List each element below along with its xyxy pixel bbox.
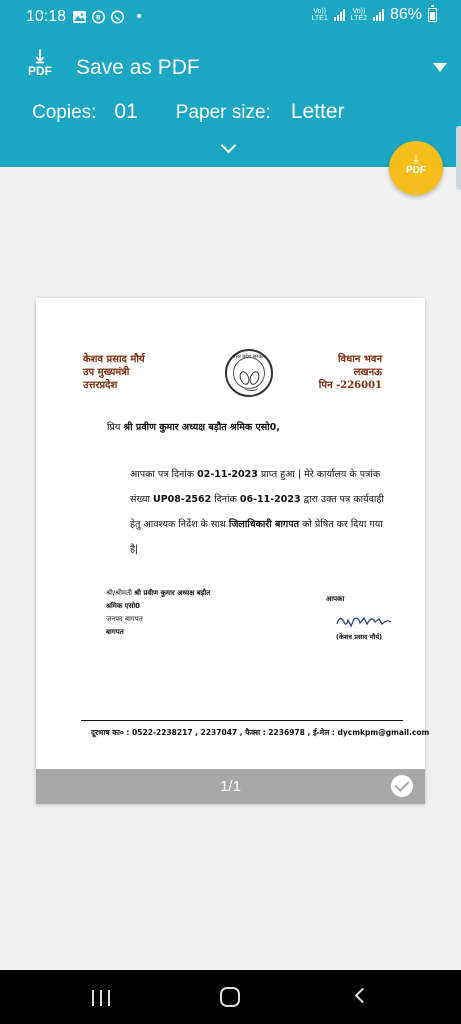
recipient-prefix: श्री/श्रीमती [106,589,135,597]
body-text: आपका पत्र दिनांक [130,469,198,480]
status-bar [0,0,461,34]
gallery-icon [72,10,87,24]
place-pin: पिन -226001 [318,380,382,391]
print-header [0,34,461,167]
battery-icon [428,8,437,22]
fab-label: PDF [406,165,426,176]
letter-body [130,462,390,562]
signature-image [334,610,394,632]
whatsapp-icon [110,10,125,24]
salutation [107,420,280,433]
notification-icons [72,9,143,25]
paper-size-value[interactable]: Letter [290,100,345,123]
sender-name: केशव प्रसाद मौर्य [83,354,145,365]
volte-sim1-indicator: Vo)) LTE1 [311,8,328,22]
print-options-summary [32,100,345,124]
signatory-name: (केशव प्रसाद मौर्य) [336,633,383,641]
recent-apps-icon[interactable] [92,990,110,1006]
emblem-bow-icon [244,385,258,391]
sender-state: उत्तरप्रदेश [83,380,118,391]
recipient-name-2: श्रमिक एसो0 [106,602,141,610]
copies-label: Copies: [32,102,97,123]
page-indicator: 1/1 [220,778,241,795]
page-preview[interactable] [36,298,430,804]
salutation-name: श्री प्रवीण कुमार अध्यक्ष बड़ौत श्रमिक एसो0, [123,422,280,433]
sender-designation: उप मुख्यमंत्री [83,367,130,378]
download-pdf-button[interactable] [389,141,443,195]
body-officer: जिलाधिकारी बागपत [228,519,300,530]
svg-text:B: B [96,14,101,22]
body-text: को प्रेषित कर दिया गया है| [130,519,383,555]
page-selected-check-icon[interactable] [391,775,413,797]
body-text: द्वारा उक्त पत्र कार्यवाही हेतु आवश्यक निर्देश के साथ [130,494,384,530]
recipient-block [106,587,210,639]
place-block [319,353,382,392]
expand-options-chevron-icon[interactable] [221,138,237,154]
salutation-prefix: प्रिय [107,422,121,433]
state-emblem-logo [225,349,273,397]
recipient-name: श्री प्रवीण कुमार अध्यक्ष बड़ौत [134,589,211,597]
place-building: विधान भवन [337,354,382,365]
emblem-text: उत्तर प्रदेश सरकार [232,354,266,360]
back-icon[interactable] [355,988,371,1004]
signal-sim1-icon [334,9,345,21]
status-more-dot: • [135,9,144,25]
copies-value[interactable]: 01 [114,100,138,123]
battery-percent: 86% [389,6,422,23]
emblem-fish-icon [248,370,261,386]
place-city: लखनऊ [353,367,382,378]
page-bar [36,769,425,804]
body-date: 02-11-2023 [197,469,258,480]
status-time: 10:18 [26,8,67,25]
closing-text: आपका [326,595,345,603]
volte-sim2-indicator: Vo)) LTE2 [350,8,367,22]
emblem-inner-ring [233,357,265,389]
signal-sim2-icon [373,9,384,21]
pdf-badge-label: PDF [28,64,52,78]
pdf-download-icon: ⤓ PDF [24,48,56,78]
body-reference: UP08-2562 [152,494,212,505]
status-right [312,6,437,24]
recipient-district: बागपत [106,628,124,636]
body-date: 06-11-2023 [239,494,301,505]
printer-dropdown-icon[interactable] [433,63,447,72]
edge-panel-handle[interactable] [456,126,461,190]
footer-divider [81,720,403,721]
download-arrow-icon: ⤓ [413,151,419,166]
home-icon[interactable] [220,987,240,1007]
recipient-district-label: जनपद बागपत [106,615,143,623]
paper-size-label: Paper size: [175,102,271,123]
printer-select-title[interactable]: Save as PDF [76,56,200,79]
sender-block [83,353,145,392]
footer-contact: दूरभाष का० : 0522-2238217 , 2237047 , फैक्स : 2236978 , ई-मेल : dycmkpm@gmail.com [91,728,430,737]
navigation-bar [0,970,461,1024]
body-text: दिनांक [211,494,240,505]
whatsapp-business-icon [91,10,106,24]
body-text: प्राप्त हुआ | मेरे कार्यालय के पत्रांक संख्या [130,469,381,505]
